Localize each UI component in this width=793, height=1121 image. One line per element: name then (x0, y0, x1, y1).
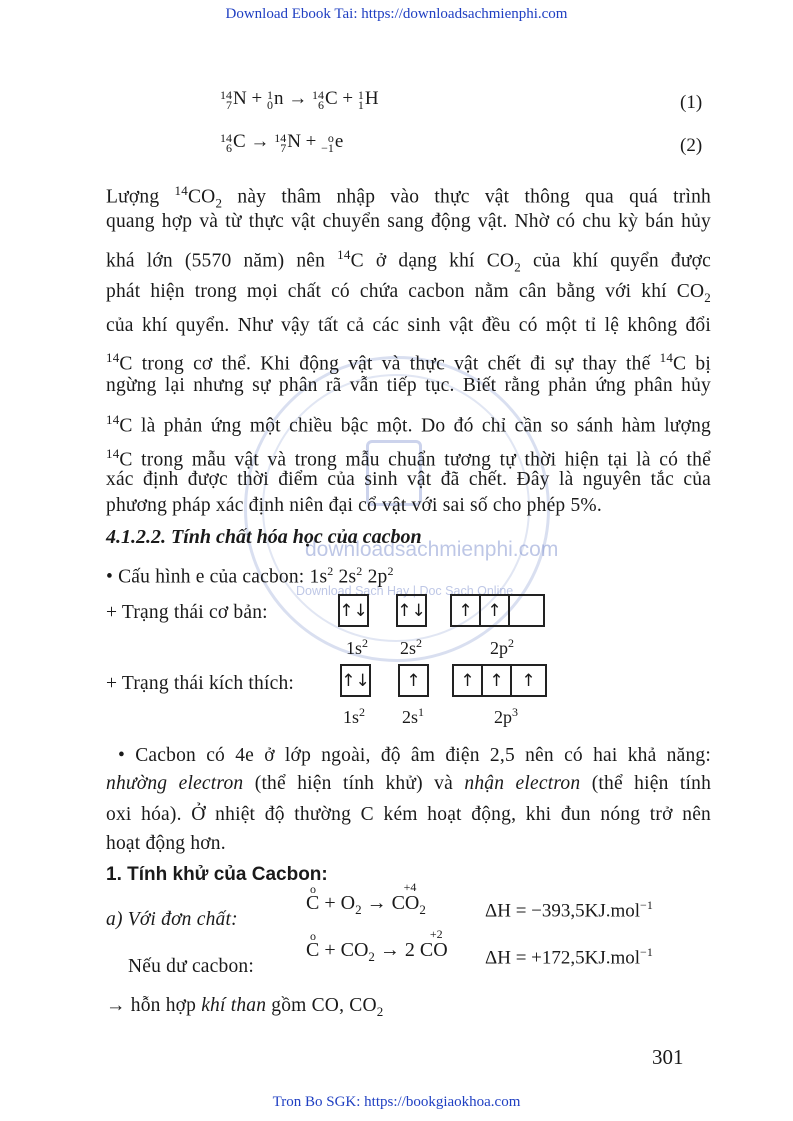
watermark-text-sub: Download Sach Hay | Doc Sach Online (296, 584, 514, 598)
label-1s2-excited: $1s^2$ (343, 705, 366, 727)
orbital-box: ↑ (452, 664, 483, 697)
footer-sgk-link[interactable]: Tron Bo SGK: https://bookgiaokhoa.com (272, 1094, 521, 1110)
nuclear-equation-1: 14 7 N + 1 0 n → 14 6 C + 1 1 H (220, 87, 379, 112)
reaction-b-equation: C o + $CO_2 \to 2$ CO +2 (306, 927, 448, 964)
orbital-box (508, 594, 545, 627)
header-download-link[interactable]: Download Ebook Tai: https://downloadsachmienphi.com (225, 6, 568, 22)
watermark-text-main: downloadsachmienphi.com (305, 538, 559, 561)
equation-1-number: (1) (680, 92, 703, 113)
label-1s2-ground: $1s^2$ (346, 636, 369, 658)
label-2p2-ground: $2p^2$ (490, 636, 514, 658)
reaction-b-label: Nếu dư cacbon: (128, 956, 254, 977)
excited-state-label: + Trạng thái kích thích: (106, 673, 295, 694)
nuclear-equation-2: 14 6 C → 14 7 N + o −1 e (220, 130, 344, 155)
gas-mixture-line: → hỗn hợp khí than gồm CO, $CO_2$ (106, 995, 384, 1019)
excited-state-orbital-2p (452, 664, 547, 697)
label-2s1-excited: $2s^1$ (402, 705, 425, 727)
label-2p3-excited: $2p^3$ (494, 705, 518, 727)
orbital-box: ↑↓ (396, 594, 427, 627)
reducing-property-heading: 1. Tính khử của Cacbon: (106, 864, 328, 885)
reaction-a-enthalpy: ΔH = −393,5KJ.mol$^{-1}$ (485, 898, 653, 922)
section-heading: 4.1.2.2. Tính chất hóa học của cacbon (106, 526, 422, 548)
electron-config-line: • Cấu hình e của cacbon: $1s^2$ $2s^2$ $2p^2$ (106, 564, 394, 588)
equation-2-number: (2) (680, 135, 703, 156)
orbital-box: ↑↓ (340, 664, 371, 697)
ground-state-orbital-2p (450, 594, 545, 627)
reaction-b-enthalpy: ΔH = +172,5KJ.mol$^{-1}$ (485, 945, 653, 969)
page-number: 301 (652, 1045, 684, 1069)
orbital-box: ↑ (398, 664, 429, 697)
orbital-box: ↑ (481, 664, 512, 697)
orbital-box: ↑↓ (338, 594, 369, 627)
excited-state-orbital-2s (398, 664, 429, 697)
reaction-a-equation: C o + $O_2 \to CO_2$ +4 (306, 880, 426, 917)
orbital-box: ↑ (510, 664, 547, 697)
reaction-a-label: a) Với đơn chất: (106, 909, 238, 930)
ground-state-label: + Trạng thái cơ bản: (106, 602, 268, 623)
ground-state-orbital-2s (396, 594, 427, 627)
excited-state-orbital-1s (340, 664, 371, 697)
orbital-box: ↑ (479, 594, 510, 627)
ground-state-orbital-1s (338, 594, 369, 627)
label-2s2-ground: $2s^2$ (400, 636, 423, 658)
orbital-box: ↑ (450, 594, 481, 627)
